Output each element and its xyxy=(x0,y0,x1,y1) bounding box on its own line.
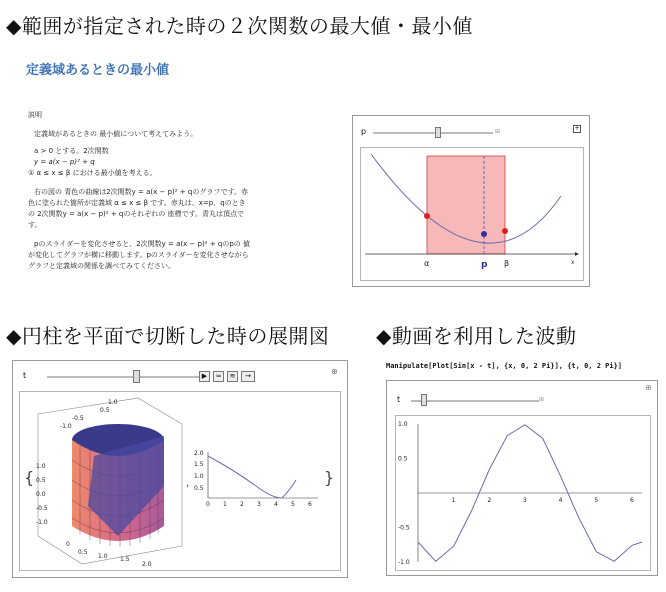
axis-tick: 1.5 xyxy=(120,556,130,563)
end-point-beta xyxy=(502,228,508,234)
axis-tick: 1.0 xyxy=(36,463,46,470)
axis-tick: 0.5 xyxy=(100,407,110,414)
wave-plot-area xyxy=(395,415,651,571)
wave-plot xyxy=(396,416,650,570)
description-line: y = a(x − p)² + q xyxy=(34,158,95,166)
cylinder-3d-plot xyxy=(34,396,186,568)
brace-right: } xyxy=(324,468,335,487)
y-tick: 2.0 xyxy=(194,450,204,457)
y-tick: -0.5 xyxy=(398,524,410,532)
x-axis-arrow xyxy=(575,252,579,256)
quadratic-manipulate-panel xyxy=(352,115,590,287)
slider-track-p[interactable] xyxy=(373,132,493,134)
x-tick: 0 xyxy=(206,501,210,508)
description-line: a > 0 とする。2次関数 xyxy=(34,147,109,155)
axis-label-beta: β xyxy=(504,259,510,268)
description-heading: 説明 xyxy=(28,111,42,119)
description-line: 定義域があるときの 最小値について考えてみよう。 xyxy=(34,130,198,138)
description-line: の 2次関数y = a(x − p)² + qのそれぞれの 座標です。青丸は頂点で xyxy=(28,210,245,218)
axis-tick: 1.0 xyxy=(98,553,108,560)
description-line: グラフと定義域の関係を調べてみてください。 xyxy=(28,262,175,270)
axis-tick: 0.5 xyxy=(36,477,46,484)
slider-plus-icon[interactable]: ⊞ xyxy=(539,396,545,403)
slider-track-t[interactable] xyxy=(47,376,199,378)
slider-label-t: t xyxy=(23,371,27,380)
description-line: 右の図の 青色の曲線は2次関数y = a(x − p)² + qのグラフです。赤 xyxy=(34,188,249,196)
vertex-point xyxy=(481,231,487,237)
slider-track-t[interactable] xyxy=(411,400,539,402)
slider-plus-icon[interactable]: ⊞ xyxy=(495,128,501,135)
x-tick: 6 xyxy=(630,497,634,504)
description-line: pのスライダーを変化させると、2次関数y = a(x − p)² + qのpの 値 xyxy=(34,240,251,248)
quadratic-plot-area xyxy=(360,147,584,281)
description-block xyxy=(28,110,348,272)
x-tick: 3 xyxy=(523,497,527,504)
description-line: が変化してグラフが横に移動します。pのスライダーを変化させながら xyxy=(28,251,249,259)
separator: , xyxy=(186,478,190,489)
slider-label-t: t xyxy=(397,395,401,404)
y-tick: -1.0 xyxy=(398,559,410,566)
quadratic-plot xyxy=(361,148,583,280)
slider-thumb-t[interactable] xyxy=(133,370,140,383)
slider-label-p: p xyxy=(361,127,367,136)
axis-tick: 0.0 xyxy=(36,491,46,498)
axis-label-p: p xyxy=(481,260,488,270)
x-tick: 6 xyxy=(308,501,312,508)
x-tick: 1 xyxy=(451,497,456,504)
play-button[interactable]: ▶ xyxy=(199,371,210,382)
y-tick: 1.0 xyxy=(398,421,408,428)
panel-options-icon[interactable]: ⊕ xyxy=(645,383,652,392)
cylinder-output-area xyxy=(19,391,341,571)
y-tick: 0.5 xyxy=(194,485,204,492)
x-tick: 5 xyxy=(291,501,295,508)
x-axis-label: x xyxy=(571,259,575,266)
axis-tick: -0.5 xyxy=(36,505,48,512)
axis-tick: -1.0 xyxy=(36,519,48,526)
page-title: ◆範囲が指定された時の２次関数の最大値・最小値 xyxy=(6,14,473,38)
x-tick: 4 xyxy=(558,497,563,504)
x-tick: 5 xyxy=(594,497,599,504)
description-line: ① α ≤ x ≤ β における最小値を考える。 xyxy=(28,169,157,177)
y-tick: 1.0 xyxy=(194,473,204,480)
description-line: 色に塗られた箇所が定義域 α ≤ x ≤ β です。赤丸は、x=p、qのとき xyxy=(28,199,246,207)
section-subtitle: 定義域あるときの最小値 xyxy=(26,63,170,78)
axis-tick: 0 xyxy=(66,541,70,548)
x-tick: 2 xyxy=(487,497,492,504)
slider-thumb-p[interactable] xyxy=(435,127,441,138)
axis-tick: -0.5 xyxy=(72,415,84,422)
description-line: す。 xyxy=(28,221,42,229)
cylinder-title: ◆円柱を平面で切断した時の展開図 xyxy=(6,324,330,348)
y-tick: 1.5 xyxy=(194,461,204,468)
min-point-alpha xyxy=(424,213,430,219)
development-curve xyxy=(208,456,296,498)
faster-button[interactable]: ≈ xyxy=(213,371,224,382)
manipulate-code: Manipulate[Plot[Sin[x - t], {x, 0, 2 Pi}], {t, 0, 2 Pi}] xyxy=(386,362,623,370)
axis-tick: -1.0 xyxy=(60,423,72,430)
x-tick: 1 xyxy=(223,501,227,508)
axis-label-alpha: α xyxy=(424,259,430,268)
brace-left: { xyxy=(24,468,35,487)
direction-button[interactable]: → xyxy=(241,371,255,382)
wave-title: ◆動画を利用した波動 xyxy=(376,324,577,348)
cylinder-manipulate-panel xyxy=(12,360,348,578)
slower-button[interactable]: ≋ xyxy=(227,371,238,382)
axis-tick: 0.5 xyxy=(78,549,88,556)
y-tick: 0.5 xyxy=(398,455,408,463)
panel-options-icon[interactable]: + xyxy=(574,125,580,132)
x-tick: 2 xyxy=(240,501,244,508)
development-plot xyxy=(194,448,322,510)
axis-tick: 2.0 xyxy=(142,561,152,568)
x-tick: 4 xyxy=(274,501,278,508)
wave-manipulate-panel xyxy=(386,380,658,576)
panel-options-icon[interactable]: ⊕ xyxy=(331,367,338,376)
axis-tick: 1.0 xyxy=(108,399,118,406)
slider-thumb-t[interactable] xyxy=(421,394,427,406)
x-tick: 3 xyxy=(257,501,261,508)
